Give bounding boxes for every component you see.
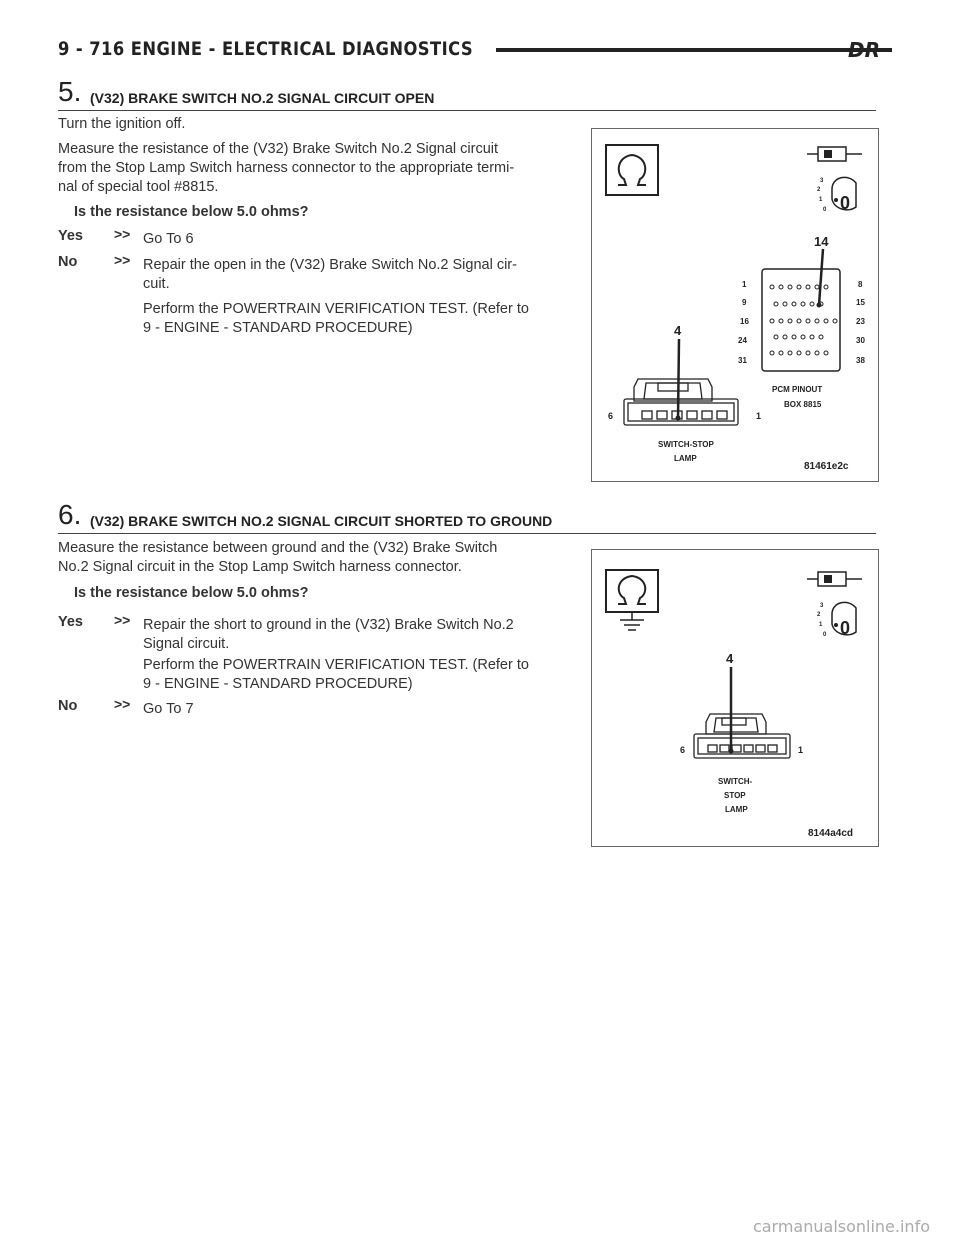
svg-text:1: 1 (742, 280, 747, 289)
figure-ground-short (591, 549, 879, 847)
figure-code: 81461e2c (804, 461, 849, 472)
diagram-svg (592, 550, 878, 846)
svg-text:3: 3 (820, 603, 824, 609)
step-text: Measure the resistance of the (V32) Brake Switch No.2 Signal circuit (58, 141, 499, 157)
ground-symbol-icon (620, 612, 644, 630)
section-heading: (V32) BRAKE SWITCH NO.2 SIGNAL CIRCUIT OPEN (90, 90, 435, 106)
section-number: 5. (58, 76, 82, 107)
svg-text:23: 23 (856, 317, 865, 326)
svg-text:SWITCH-: SWITCH- (718, 777, 753, 786)
section-5 (58, 76, 876, 111)
question: Is the resistance below 5.0 ohms? (74, 204, 309, 220)
svg-text:1: 1 (819, 197, 823, 203)
section-6-title (58, 499, 876, 534)
answer-yes-label: Yes (58, 228, 83, 244)
watermark: carmanualsonline.info (752, 1217, 930, 1236)
section-heading: (V32) BRAKE SWITCH NO.2 SIGNAL CIRCUIT SHORTED TO GROUND (90, 513, 553, 529)
svg-text:PCM PINOUT: PCM PINOUT (772, 385, 823, 394)
step-text: from the Stop Lamp Switch harness connector to the appropriate termi- (58, 160, 515, 176)
svg-text:3: 3 (820, 178, 824, 184)
figure-code: 8144a4cd (808, 828, 854, 839)
svg-text:2: 2 (817, 187, 821, 193)
page-header (58, 38, 878, 64)
stop-lamp-switch-connector-icon (694, 714, 790, 758)
answer-text: 9 - ENGINE - STANDARD PROCEDURE) (143, 676, 413, 692)
answer-text: Perform the POWERTRAIN VERIFICATION TEST. (Refer to (143, 657, 529, 673)
diagram-svg (592, 129, 878, 481)
answer-text: cuit. (143, 276, 170, 292)
svg-text:0: 0 (823, 632, 827, 638)
arrow-icon: >> (114, 226, 131, 242)
answer-text: Signal circuit. (143, 636, 230, 652)
svg-text:30: 30 (856, 336, 865, 345)
svg-text:4: 4 (726, 651, 734, 666)
svg-text:2: 2 (817, 612, 821, 618)
answer-yes-label: Yes (58, 614, 83, 630)
page-title: 9 - 716 ENGINE - ELECTRICAL DIAGNOSTICS (58, 38, 474, 60)
step-text: nal of special tool #8815. (58, 179, 219, 195)
section-5-title (58, 76, 876, 111)
svg-text:SWITCH-STOP: SWITCH-STOP (658, 440, 714, 449)
arrow-icon: >> (114, 612, 131, 628)
header-rule (496, 48, 892, 52)
test-probe-icon (807, 572, 862, 586)
svg-text:16: 16 (740, 317, 749, 326)
answer-text: Repair the short to ground in the (V32) Brake Switch No.2 (143, 617, 514, 633)
svg-text:STOP: STOP (724, 791, 746, 800)
svg-text:1: 1 (756, 411, 762, 421)
svg-text:1: 1 (819, 622, 823, 628)
svg-text:14: 14 (814, 234, 829, 249)
svg-text:24: 24 (738, 336, 747, 345)
meter-dial-icon (817, 602, 856, 638)
svg-text:0: 0 (823, 207, 827, 213)
figure-pcm-pinout (591, 128, 879, 482)
svg-text:LAMP: LAMP (725, 805, 748, 814)
svg-text:LAMP: LAMP (674, 454, 697, 463)
arrow-icon: >> (114, 696, 131, 712)
svg-text:4: 4 (674, 323, 682, 338)
model-code: DR (847, 38, 880, 62)
section-number: 6. (58, 499, 82, 530)
meter-dial-icon (817, 177, 856, 213)
step-text: No.2 Signal circuit in the Stop Lamp Switch harness connector. (58, 559, 462, 575)
step-text: Turn the ignition off. (58, 116, 186, 132)
svg-text:0: 0 (840, 618, 851, 638)
answer-text: Perform the POWERTRAIN VERIFICATION TEST. (Refer to (143, 301, 529, 317)
answer-no-label: No (58, 254, 78, 270)
section-6 (58, 499, 876, 534)
answer-text: 9 - ENGINE - STANDARD PROCEDURE) (143, 320, 413, 336)
test-probe-icon (807, 147, 862, 161)
svg-text:9: 9 (742, 298, 747, 307)
svg-text:31: 31 (738, 356, 747, 365)
svg-text:BOX 8815: BOX 8815 (784, 400, 822, 409)
svg-text:6: 6 (608, 411, 614, 421)
answer-no-label: No (58, 698, 78, 714)
svg-text:6: 6 (680, 745, 686, 755)
svg-text:0: 0 (840, 193, 851, 213)
svg-text:15: 15 (856, 298, 865, 307)
stop-lamp-switch-connector-icon (624, 379, 738, 425)
question: Is the resistance below 5.0 ohms? (74, 585, 309, 601)
ohm-symbol-icon (606, 145, 658, 195)
svg-text:1: 1 (798, 745, 804, 755)
pcm-connector-icon (762, 269, 840, 371)
svg-text:38: 38 (856, 356, 865, 365)
svg-text:8: 8 (858, 280, 863, 289)
ohm-symbol-icon (606, 570, 658, 612)
answer-text: Go To 7 (143, 701, 194, 717)
step-text: Measure the resistance between ground and the (V32) Brake Switch (58, 540, 498, 556)
answer-text: Repair the open in the (V32) Brake Switch No.2 Signal cir- (143, 257, 517, 273)
arrow-icon: >> (114, 252, 131, 268)
answer-text: Go To 6 (143, 231, 194, 247)
